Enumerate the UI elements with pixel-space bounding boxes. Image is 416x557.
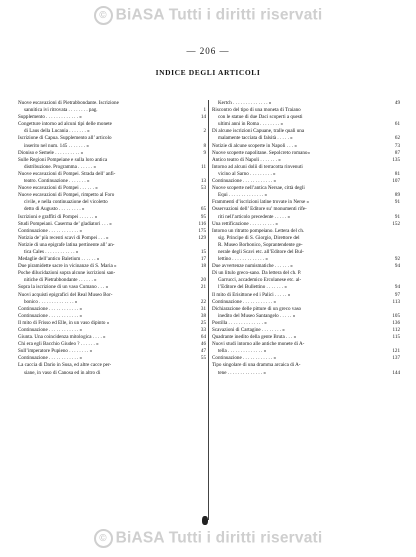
entry-title: tella . . . . . . . . . . . . . . » <box>218 348 267 355</box>
index-entry <box>212 263 400 270</box>
index-entry <box>18 362 206 369</box>
entry-page: 137 <box>392 355 400 362</box>
index-entry <box>18 348 206 355</box>
entry-page: 9 <box>203 149 206 156</box>
watermark-top <box>0 6 416 25</box>
index-entry <box>212 199 400 206</box>
index-entry <box>18 171 206 178</box>
index-entry <box>18 178 206 185</box>
index-entry <box>18 221 206 228</box>
entry-title: Sull’imperatore Pupieno . . . . . . . . » <box>18 348 93 355</box>
index-entry <box>18 355 206 362</box>
entry-page: 112 <box>392 327 400 333</box>
entry-page: 121 <box>392 348 400 355</box>
index-entry <box>212 100 400 107</box>
entry-page: 21 <box>200 284 206 291</box>
index-entry <box>18 284 206 291</box>
index-entry <box>212 370 400 377</box>
entry-page: 61 <box>394 121 400 128</box>
index-entry <box>18 327 206 334</box>
entry-title: inserito nel num. 145 . . . . . . . » <box>24 142 89 149</box>
index-entry <box>18 228 206 235</box>
index-entry <box>18 341 206 348</box>
index-entry <box>18 192 206 199</box>
index-entry <box>212 221 400 228</box>
index-entry <box>18 199 206 206</box>
watermark-bottom <box>0 529 416 548</box>
index-entry <box>18 320 206 327</box>
index-entry <box>18 164 206 171</box>
index-entry <box>18 270 206 277</box>
index-entry <box>18 157 206 164</box>
entry-page: 144 <box>392 369 400 376</box>
entry-title: Continuazione . . . . . . . . . . . . » <box>212 178 277 185</box>
entry-title: Tipo singolare di una dramma arcaica di A- <box>212 362 301 369</box>
entry-page: 107 <box>392 178 400 185</box>
entry-title: Giunta. Una coincidenza mitologica . . . . » <box>18 334 106 341</box>
entry-page: 115 <box>392 334 400 341</box>
column-divider <box>208 100 209 520</box>
entry-page: 49 <box>394 100 400 106</box>
entry-page: 22 <box>200 298 206 305</box>
entry-title: siane, in vaso di Canosa ed in altro di <box>24 369 101 376</box>
entry-page: 175 <box>198 227 206 234</box>
index-entry <box>212 235 400 242</box>
entry-title: sannitica ivi ritrovata . . . . . . . . pag. <box>24 107 98 114</box>
entry-title: Iscrizione di Capua. Supplemento all’ articolo <box>18 135 112 142</box>
entry-title: Scavazioni di Cartagine . . . . . . . . » <box>212 327 285 333</box>
entry-title: La caccia di Dario in Susa, ed altre cacce per- <box>18 362 112 369</box>
entry-title: l’Editore del Bullettino . . . . . . . » <box>218 284 287 291</box>
entry-title: Nuove scoperte nell’antica Nersae, città degli <box>212 185 305 192</box>
entry-page: 135 <box>392 156 400 163</box>
index-entry <box>212 320 400 327</box>
index-title: INDICE DEGLI ARTICOLI <box>155 68 261 77</box>
entry-title: Chi era egli Bacchio Giudeo ? . . . . . . » <box>18 341 99 348</box>
entry-title: con le statue di due Daci scoperti a questi <box>218 114 303 121</box>
entry-title: Sopra la iscrizione di un vaso Cumano . . . » <box>18 284 109 291</box>
entry-title: nitiche di Pietrabbondante . . . . . . » <box>24 277 97 284</box>
entry-page: 62 <box>394 135 400 142</box>
entry-page: 33 <box>200 327 206 333</box>
entry-title: Due piramidette sacre in vicinanze di S. Maria » <box>18 263 117 270</box>
entry-page: 152 <box>392 220 400 227</box>
entry-title: civile, e nella continuazione del vicoletto <box>24 199 108 206</box>
index-entry <box>212 348 400 355</box>
entry-page: 94 <box>394 284 400 291</box>
entry-page: 14 <box>200 114 206 121</box>
entry-title: Antico teatro di Napoli . . . . . . . » <box>212 156 281 163</box>
index-entry <box>212 313 400 320</box>
entry-title: Il mito di Erisittone ed i Palici . . . . . » <box>212 291 291 298</box>
entry-page: 105 <box>392 312 400 319</box>
entry-title: Poche dilucidazioni sopra alcune iscrizioni san- <box>18 270 116 277</box>
entry-title: vicino al Sarno . . . . . . . . . » <box>218 170 276 177</box>
entry-title: Nuove escavazioni di Pietrabbondante. Iscrizione <box>18 100 119 106</box>
entry-page: 13 <box>200 178 206 185</box>
index-entry <box>212 214 400 221</box>
index-entry <box>18 292 206 299</box>
entry-title: inedito del Museo Santangelo . . . . . » <box>218 312 296 319</box>
entry-title: Notizie di alcune scoperte in Napoli . . . » <box>212 142 297 149</box>
entry-title: Il mito di Frisso ed Elle, in un vaso dipinto » <box>18 319 110 326</box>
entry-title: riti nell’articolo precedente . . . . . » <box>218 213 290 220</box>
index-entry <box>212 355 400 362</box>
entry-page: 116 <box>198 220 206 227</box>
entry-title: Nuove scoperte napolitane. Sepolcreto romano» <box>212 149 311 156</box>
entry-page: 38 <box>200 312 206 319</box>
index-entry <box>18 277 206 284</box>
index-entry <box>18 143 206 150</box>
index-entry <box>18 107 206 114</box>
entry-page: 87 <box>394 149 400 156</box>
entry-page: 91 <box>394 213 400 220</box>
entry-title: Nuove escavazioni di Pompei. Strada dell’ anfi- <box>18 170 116 177</box>
index-entry <box>18 235 206 242</box>
entry-page: 89 <box>394 192 400 199</box>
entry-title: Nuovi acquisti epigrafici del Real Museo Bor- <box>18 291 113 298</box>
entry-title: Congetture intorno ad alcuni tipi delle monete <box>18 121 112 128</box>
entry-page: 55 <box>200 355 206 362</box>
index-entry <box>18 370 206 377</box>
entry-page: 136 <box>392 319 400 326</box>
entry-page: 11 <box>201 163 206 170</box>
entry-page: 1 <box>203 107 206 114</box>
index-entry <box>18 263 206 270</box>
entry-page: 15 <box>200 248 206 255</box>
entry-title: Intorno un ritratto pompeiano. Lettera del ch. <box>212 227 305 234</box>
index-entry <box>212 334 400 341</box>
entry-title: sig. Principe di S. Giorgio, Direttore del <box>218 234 300 241</box>
entry-page: 129 <box>198 234 206 241</box>
index-entry <box>18 206 206 213</box>
index-entry <box>212 107 400 114</box>
entry-page: 20 <box>200 277 206 284</box>
entry-title: Riscontro del tipo di una moneta di Traiano <box>212 107 301 114</box>
index-entry <box>18 299 206 306</box>
index-entry <box>212 284 400 291</box>
copyright-icon: © <box>94 6 113 25</box>
entry-title: malamente tacciata di falsità . . . . . » <box>218 135 293 142</box>
index-entry <box>18 128 206 135</box>
index-entry <box>212 121 400 128</box>
entry-title: Supplemento . . . . . . . . . . . . . » <box>18 114 82 121</box>
index-entry <box>18 185 206 192</box>
entry-title: lettino . . . . . . . . . . . . . » <box>218 256 268 263</box>
entry-page: 46 <box>200 341 206 348</box>
copyright-icon: © <box>94 529 113 548</box>
entry-title: detto di Augusto . . . . . . . . . » <box>24 206 85 213</box>
entry-title: Sulle Regioni Pompeiane e sulla loro antica <box>18 156 108 163</box>
entry-page: 95 <box>200 213 206 220</box>
index-entry <box>212 292 400 299</box>
entry-page: 47 <box>200 348 206 355</box>
index-entry <box>212 206 400 213</box>
index-entry <box>212 135 400 142</box>
entry-title: Frammenti d’iscrizioni latine trovate in Nerse » <box>212 199 310 206</box>
entry-title: Garrucci, accademico Ercolanese etc. al- <box>218 277 302 284</box>
index-entry <box>212 143 400 150</box>
entry-page: 65 <box>200 206 206 213</box>
entry-title: Continuazione . . . . . . . . . . . . » <box>212 298 277 305</box>
index-entry <box>212 249 400 256</box>
entry-title: Nuove escavazioni di Pompei, rimpetto al Foro <box>18 192 115 199</box>
entry-page: 81 <box>394 170 400 177</box>
entry-title: distribuzione. Programma . . . . . . » <box>24 163 97 170</box>
entry-title: bonico . . . . . . . . . . . . . . » <box>24 298 78 305</box>
entry-title: Medaglie dell’antico Baletium . . . . . . » <box>18 256 100 263</box>
index-entry <box>212 157 400 164</box>
index-entry <box>212 299 400 306</box>
index-entry <box>18 313 206 320</box>
index-entry <box>212 171 400 178</box>
index-entry <box>212 128 400 135</box>
index-entry <box>212 114 400 121</box>
index-entry <box>18 135 206 142</box>
index-entry <box>18 306 206 313</box>
entry-title: Notizia de’ più recenti scavi di Pompei . . . » <box>18 234 109 241</box>
entry-title: ultimi anni in Roma . . . . . . . . » <box>218 121 284 128</box>
entry-title: Continuazione . . . . . . . . . . . . » <box>18 312 83 319</box>
index-entry <box>18 150 206 157</box>
entry-page: 17 <box>200 256 206 263</box>
entry-title: Intorno ad alcuni dolii di terracotta rinvenuti <box>212 163 303 170</box>
page-number: — 206 — <box>186 46 230 56</box>
entry-title: Dichiarazione delle pitture di un greco vaso <box>212 305 302 312</box>
entry-title: Una rettificazione . . . . . . . . . . » <box>212 220 278 227</box>
index-entry <box>212 150 400 157</box>
entry-title: Due avvertenze numismatiche . . . . . . » <box>212 263 293 270</box>
entry-page: 64 <box>200 334 206 341</box>
entry-page: 25 <box>200 319 206 326</box>
entry-page: 97 <box>394 291 400 298</box>
entry-title: Nuove escavazioni di Pompei . . . . . . » <box>18 185 98 192</box>
entry-title: tene . . . . . . . . . . . . . . » <box>218 369 266 376</box>
entry-title: Di un litulo greco-sano. Da lettera del ch. P. <box>212 270 302 277</box>
entry-page: 91 <box>394 199 400 206</box>
index-entry <box>18 100 206 107</box>
entry-page: 2 <box>203 128 206 135</box>
entry-title: Notizie di una epigrafe latina pertinente all’ an- <box>18 241 115 248</box>
index-entry <box>212 242 400 249</box>
entry-title: Iscrizioni e graffiti di Pompei . . . . . . » <box>18 213 98 220</box>
entry-title: Osservazioni dell’ Editore su’ monumenti rife- <box>212 206 307 213</box>
ink-blot <box>202 516 208 525</box>
index-entry <box>212 256 400 263</box>
index-entry <box>18 214 206 221</box>
index-entry <box>212 228 400 235</box>
entry-page: 31 <box>200 305 206 312</box>
index-entry <box>212 164 400 171</box>
index-entry <box>212 178 400 185</box>
index-entry <box>212 306 400 313</box>
entry-title: teatro. Continuazione . . . . . . . » <box>24 178 90 185</box>
index-entry <box>18 256 206 263</box>
entry-title: Continuazione . . . . . . . . . . . . » <box>18 355 83 362</box>
entry-page: 73 <box>394 142 400 149</box>
entry-title: Continuazione . . . . . . . . . . . . » <box>18 305 83 312</box>
entry-page: 8 <box>203 142 206 149</box>
entry-title: tica Cales . . . . . . . . . . . . » <box>24 248 79 255</box>
entry-title: di Laus della Lucania . . . . . . . » <box>24 128 90 135</box>
entry-title: R. Museo Borbonico, Soprantendente ge- <box>218 241 303 248</box>
entry-title: Equi . . . . . . . . . . . . . . » <box>218 192 268 199</box>
index-entry <box>18 242 206 249</box>
entry-title: Kertch . . . . . . . . . . . . . . » <box>218 100 272 106</box>
index-column-right <box>212 100 400 377</box>
entry-page: 18 <box>200 263 206 270</box>
index-entry <box>212 341 400 348</box>
entry-title: Studi Pompeiani. Caserma de’ gladiatori . . . » <box>18 220 112 227</box>
entry-page: 94 <box>394 263 400 270</box>
entry-title: Continuazione . . . . . . . . . . . . » <box>212 355 277 362</box>
index-entry <box>18 334 206 341</box>
index-entry <box>212 270 400 277</box>
index-entry <box>212 185 400 192</box>
index-entry <box>212 327 400 334</box>
entry-page: 92 <box>394 256 400 263</box>
index-entry <box>212 192 400 199</box>
entry-title: Continuazione . . . . . . . . . . . . » <box>18 327 83 333</box>
entry-title: Postilla . . . . . . . . . . . . . . » <box>212 319 267 326</box>
index-entry <box>212 277 400 284</box>
watermark-text: BiASA Tutti i diritti riservati <box>115 6 323 24</box>
index-entry <box>18 114 206 121</box>
index-entry <box>18 249 206 256</box>
entry-title: Di alcune iscrizioni Capuane, tralle quali una <box>212 128 305 135</box>
entry-page: 113 <box>392 298 400 305</box>
index-column-left <box>18 100 206 377</box>
entry-title: Quadrante inedito della gente Bruta . . . » <box>212 334 297 341</box>
index-entry <box>212 362 400 369</box>
watermark-text: BiASA Tutti i diritti riservati <box>115 529 323 547</box>
entry-title: nerale degli Scavi etc. all’Editore del Bul- <box>218 248 304 255</box>
entry-title: Dioniso e Semele . . . . . . . . . . » <box>18 149 84 156</box>
entry-page: 53 <box>200 185 206 192</box>
index-entry <box>18 121 206 128</box>
entry-title: Continuazione . . . . . . . . . . . . » <box>18 227 83 234</box>
entry-title: Nuovi studi intorno alle antiche monete di A- <box>212 341 305 348</box>
